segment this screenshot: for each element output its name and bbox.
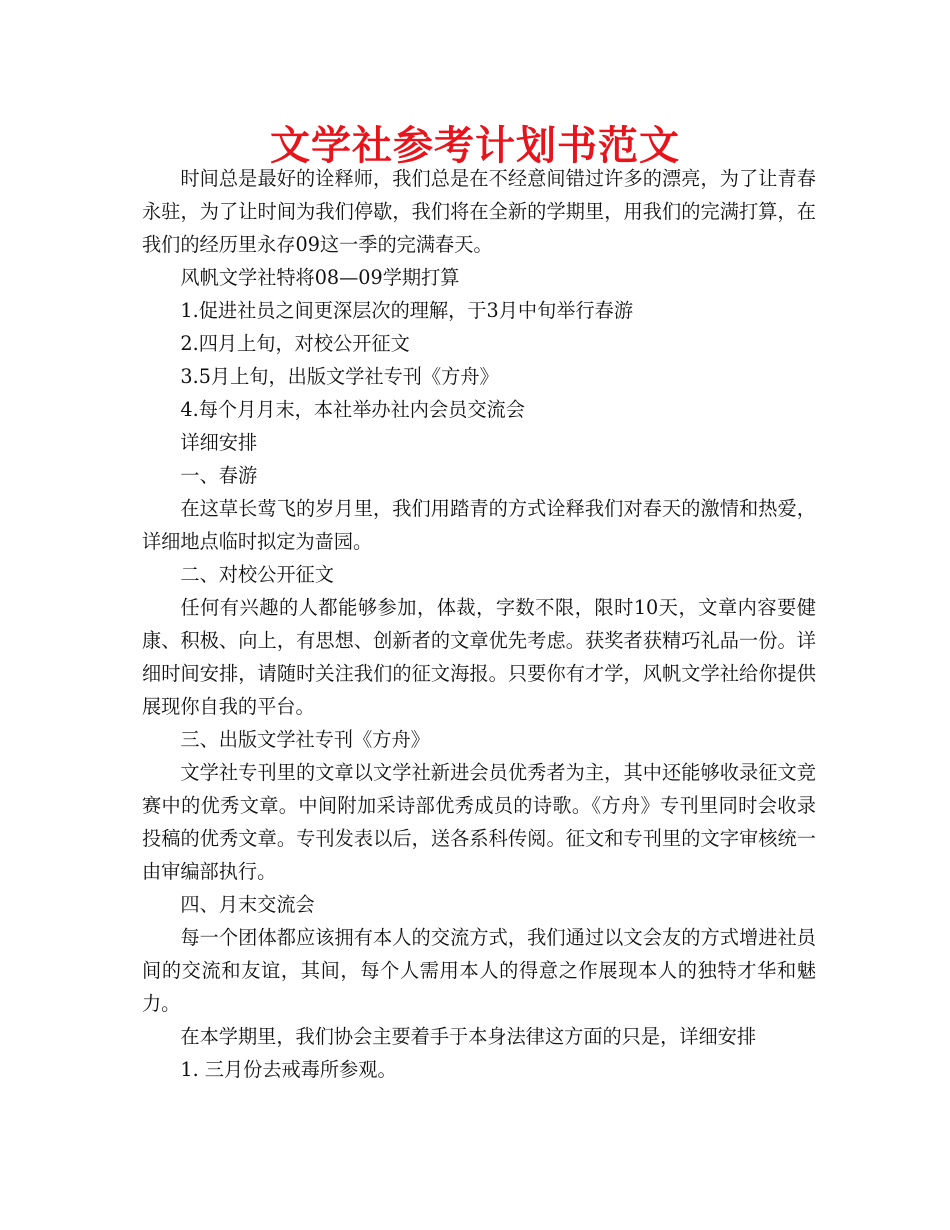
plan-item-1: 1.促进社员之间更深层次的理解，于3月中旬举行春游 [180,299,634,322]
section-heading-spring-outing: 一、春游 [180,464,258,487]
plan-item-4: 4.每个月月末，本社举办社内会员交流会 [180,398,525,421]
section-heading-monthly-meeting: 四、月末交流会 [180,893,315,916]
paragraph-essay-contest: 任何有兴趣的人都能够参加，体裁，字数不限，限时10天，文章内容要健康、积极、向上，有思想、创新者的文章优先考虑。获奖者获精巧礼品一份。详细时间安排，请随时关注我们的征文海报。只要你有才学，风帆文学社给你提供展现你自我的平台。 [142,596,816,718]
paragraph-plan-heading: 风帆文学社特将08—09学期打算 [180,266,460,289]
semester-plan-item-1: 1. 三月份去戒毒所参观。 [180,1058,397,1081]
paragraph-semester-plan: 在本学期里，我们协会主要着手于本身法律这方面的只是，详细安排 [180,1025,757,1048]
section-heading-journal: 三、出版文学社专刊《方舟》 [180,728,430,751]
paragraph-monthly-meeting: 每一个团体都应该拥有本人的交流方式，我们通过以文会友的方式增进社员间的交流和友谊，其间，每个人需用本人的得意之作展现本人的独特才华和魅力。 [142,926,816,1015]
plan-item-2: 2.四月上旬，对校公开征文 [180,332,410,355]
paragraph-spring-outing: 在这草长莺飞的岁月里，我们用踏青的方式诠释我们对春天的激情和热爱，详细地点临时拟定为啬园。 [142,497,816,553]
section-heading-essay-contest: 二、对校公开征文 [180,563,334,586]
plan-item-3: 3.5月上旬，出版文学社专刊《方舟》 [180,365,499,388]
section-details-heading: 详细安排 [180,431,258,454]
paragraph-intro: 时间总是最好的诠释师，我们总是在不经意间错过许多的漂亮，为了让青春永驻，为了让时间为我们停歇，我们将在全新的学期里，用我们的完满打算，在我们的经历里永存09这一季的完满春天。 [142,167,816,256]
document-title: 文学社参考计划书范文 [270,122,680,169]
document-body [142,162,816,1086]
paragraph-journal: 文学社专刊里的文章以文学社新进会员优秀者为主，其中还能够收录征文竞赛中的优秀文章。中间附加采诗部优秀成员的诗歌。《方舟》专刊里同时会收录投稿的优秀文章。专刊发表以后，送各系科传阅。征文和专刊里的文字审核统一由审编部执行。 [142,761,816,883]
